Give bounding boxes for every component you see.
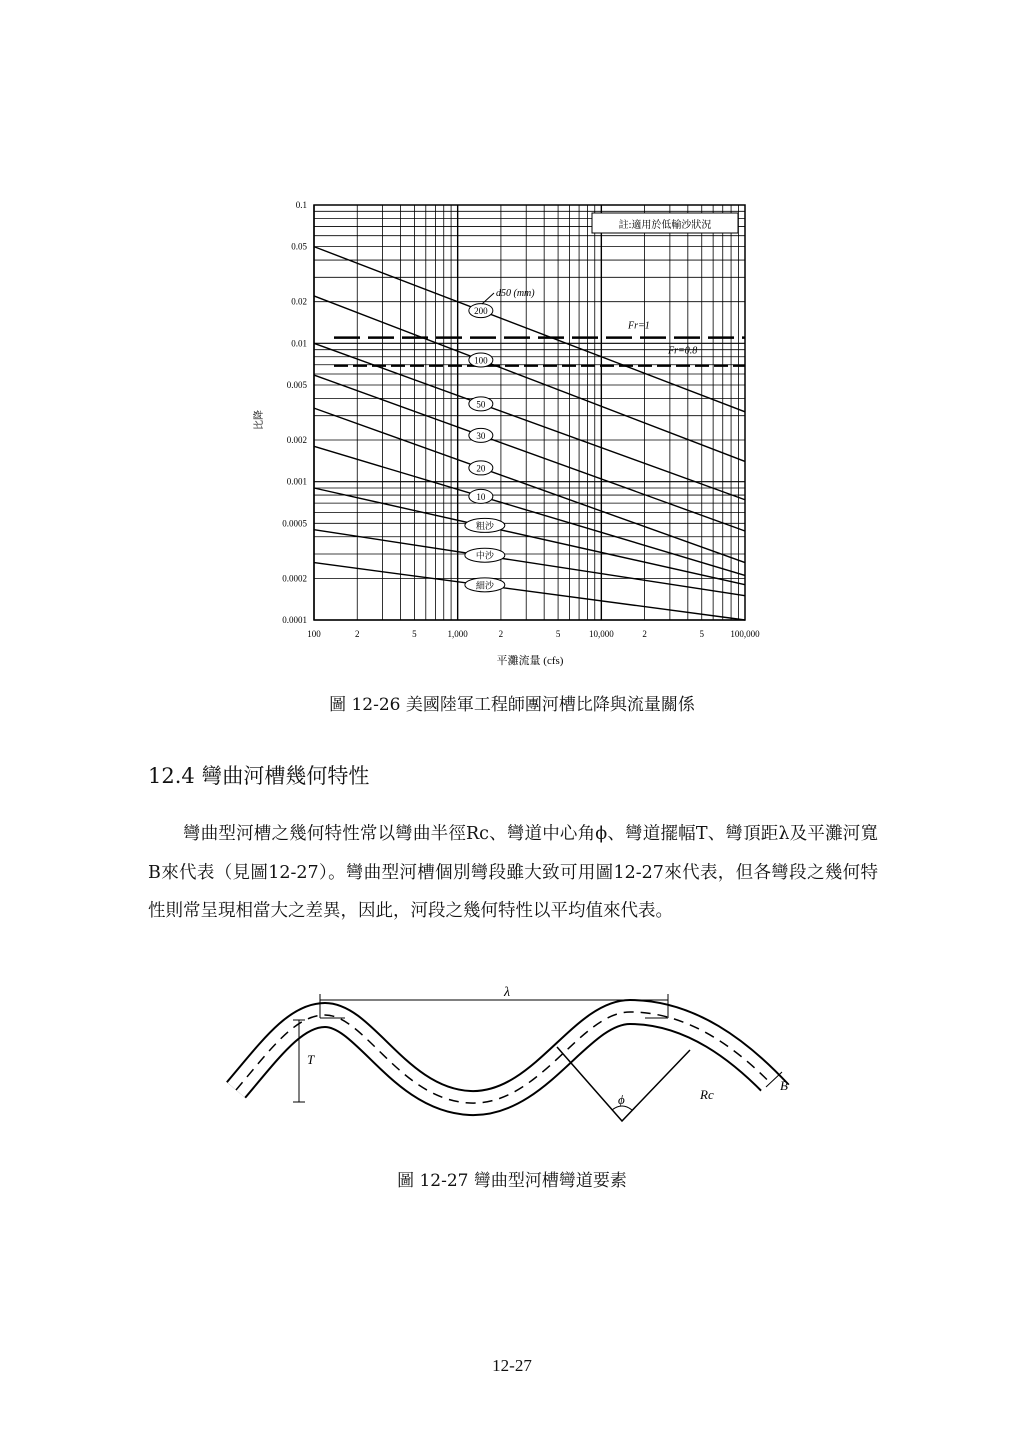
series-label: 30 bbox=[476, 430, 486, 441]
channel-water bbox=[236, 1012, 780, 1103]
chart-series bbox=[314, 247, 745, 620]
y-tick-label: 0.1 bbox=[295, 200, 307, 210]
series-label: 50 bbox=[476, 399, 486, 410]
x-tick-label: 5 bbox=[412, 629, 417, 639]
figure-12-26-caption: 圖 12-26 美國陸軍工程師團河槽比降與流量關係 bbox=[329, 695, 695, 715]
x-tick-label: 2 bbox=[642, 629, 647, 639]
series-line bbox=[314, 446, 745, 575]
meander-diagram bbox=[0, 970, 1024, 1140]
y-axis-label: 比降 bbox=[254, 410, 265, 430]
x-axis-label: 平灘流量 (cfs) bbox=[496, 655, 564, 667]
y-tick-label: 0.005 bbox=[286, 379, 307, 390]
y-tick-label: 0.05 bbox=[291, 241, 307, 252]
plot-frame bbox=[314, 205, 745, 620]
paragraph-text: 彎曲型河槽之幾何特性常以彎曲半徑Rc、彎道中心角ϕ、彎道擺幅T、彎頂距λ及平灘河寬B來代表（見圖12-27）。彎曲型河槽個別彎段雖大致可用圖12-27來代表，但各彎段之幾何特性則常呈現相當大之差異，因此，河段之幾何特性以平均值來代表。 bbox=[148, 824, 878, 921]
x-tick-label: 5 bbox=[699, 629, 705, 639]
chart-tick-labels bbox=[282, 200, 760, 639]
series-line bbox=[314, 247, 745, 412]
slope-discharge-chart bbox=[0, 0, 1024, 680]
chart-grid bbox=[314, 205, 745, 620]
y-tick-label: 0.0002 bbox=[282, 573, 307, 584]
Rc-label: Rc bbox=[700, 1087, 714, 1102]
x-tick-label: 1,000 bbox=[447, 629, 468, 639]
x-tick-label: 5 bbox=[555, 629, 561, 639]
reference-line-label: Fr=1 bbox=[628, 320, 650, 332]
figure-12-27-caption: 圖 12-27 彎曲型河槽彎道要素 bbox=[397, 1171, 627, 1191]
series-label: 10 bbox=[476, 491, 486, 502]
T-label: T bbox=[307, 1052, 315, 1067]
series-line bbox=[314, 296, 745, 461]
reference-line-label: Fr=0.8 bbox=[668, 345, 698, 357]
page-number: 12-27 bbox=[492, 1356, 532, 1375]
x-tick-label: 2 bbox=[354, 629, 360, 639]
series-label: 粗沙 bbox=[475, 520, 494, 531]
phi-label: ϕ bbox=[618, 1092, 625, 1107]
y-tick-label: 0.0005 bbox=[282, 518, 307, 529]
B-label: B bbox=[780, 1078, 788, 1093]
series-label: 20 bbox=[476, 463, 486, 474]
lambda-label: λ bbox=[503, 985, 511, 1000]
series-label: 100 bbox=[474, 355, 488, 366]
x-tick-label: 2 bbox=[498, 629, 504, 639]
y-tick-label: 0.01 bbox=[291, 338, 307, 349]
series-label: 中沙 bbox=[475, 550, 494, 561]
chart-note: 註:適用於低輸沙狀況 bbox=[618, 220, 712, 231]
y-tick-label: 0.02 bbox=[291, 296, 307, 307]
y-tick-label: 0.001 bbox=[286, 476, 307, 487]
y-tick-label: 0.002 bbox=[286, 435, 307, 446]
x-tick-label: 100,000 bbox=[730, 629, 760, 639]
x-tick-label: 10,000 bbox=[588, 629, 614, 639]
y-tick-label: 0.0001 bbox=[282, 615, 307, 625]
x-tick-label: 100 bbox=[307, 629, 321, 639]
legend-title-d50: d50 (mm) bbox=[496, 288, 535, 299]
series-label: 200 bbox=[474, 306, 488, 317]
section-heading: 12.4 彎曲河槽幾何特性 bbox=[148, 764, 370, 788]
body-paragraph bbox=[148, 815, 878, 931]
series-label: 細沙 bbox=[475, 580, 494, 591]
series-line bbox=[314, 563, 745, 620]
legend-leader bbox=[482, 293, 494, 304]
